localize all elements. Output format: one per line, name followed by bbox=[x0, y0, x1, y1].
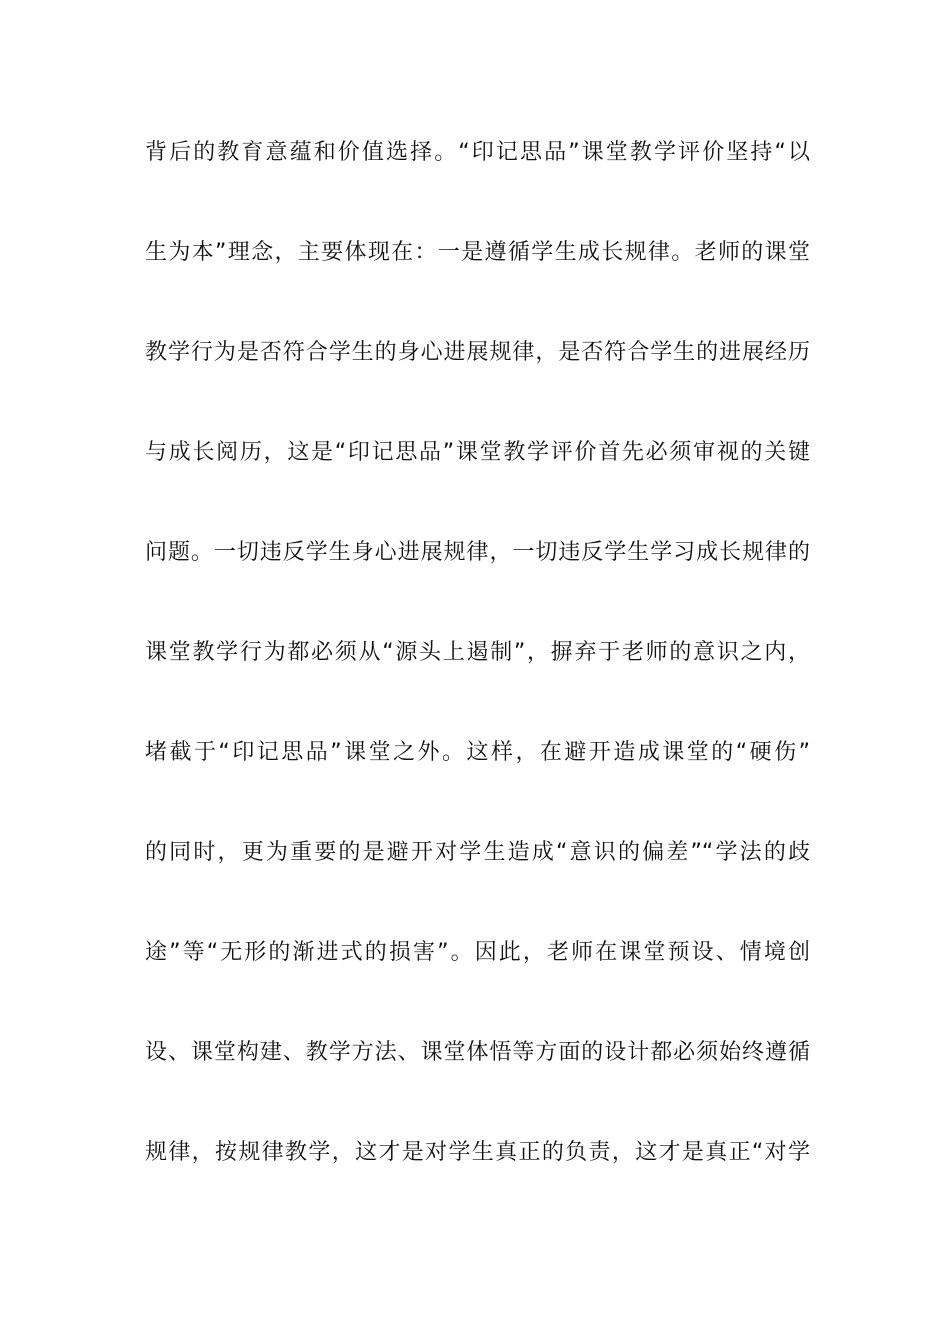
text-line: 课堂教学行为都必须从“源头上遏制”，摒弃于老师的意识之内， bbox=[145, 640, 810, 665]
text-line: 与成长阅历，这是“印记思品”课堂教学评价首先必须审视的关键 bbox=[145, 440, 810, 465]
text-line: 教学行为是否符合学生的身心进展规律，是否符合学生的进展经历 bbox=[145, 340, 810, 365]
text-line: 背后的教育意蕴和价值选择。“印记思品”课堂教学评价坚持“以 bbox=[145, 140, 810, 165]
text-line: 途”等“无形的渐进式的损害”。因此，老师在课堂预设、情境创 bbox=[145, 940, 810, 965]
text-line: 生为本”理念，主要体现在：一是遵循学生成长规律。老师的课堂 bbox=[145, 240, 810, 265]
text-line: 设、课堂构建、教学方法、课堂体悟等方面的设计都必须始终遵循 bbox=[145, 1040, 810, 1065]
text-line: 规律，按规律教学，这才是对学生真正的负责，这才是真正“对学 bbox=[145, 1140, 810, 1165]
text-line: 问题。一切违反学生身心进展规律，一切违反学生学习成长规律的 bbox=[145, 540, 810, 565]
text-line: 堵截于“印记思品”课堂之外。这样，在避开造成课堂的“硬伤” bbox=[145, 740, 810, 765]
text-line: 的同时，更为重要的是避开对学生造成“意识的偏差”“学法的歧 bbox=[145, 840, 810, 865]
body-text bbox=[145, 135, 810, 1235]
